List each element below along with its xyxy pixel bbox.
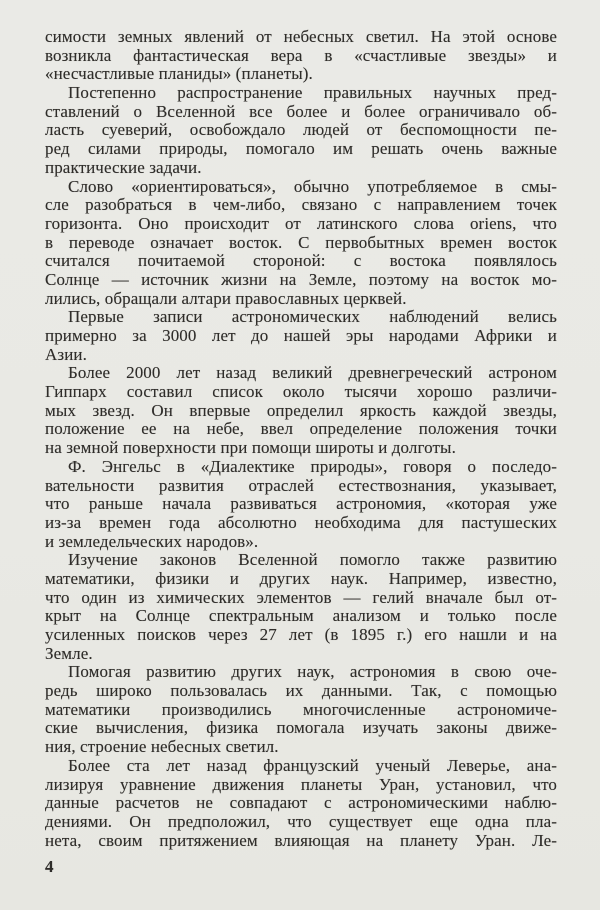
text-line: Первые записи астрономических наблюдений велись (68, 308, 557, 327)
text-line: положение ее на небе, ввел определение положения точки (45, 420, 557, 439)
text-line: данные расчетов не совпадают с астрономическими наблю- (45, 794, 557, 813)
text-line: математики, физики и других наук. Например, известно, (45, 569, 557, 588)
paragraph (45, 84, 557, 177)
text-line: Земле. (45, 644, 93, 663)
text-line: ские вычисления, физика помогала изучать законы движе- (45, 719, 557, 738)
text-line: дениями. Он предположил, что существует еще одна пла- (45, 812, 557, 831)
text-line: что раньше начала развиваться астрономия, «которая уже (45, 495, 557, 514)
text-line: усиленных поисков через 27 лет (в 1895 г.) его нашли и на (45, 626, 557, 644)
text-line: симости земных явлений от небесных светил. На этой основе (45, 28, 557, 46)
text-line: ред силами природы, помогало им решать очень важные (45, 140, 557, 159)
text-line: нета, своим притяжением влияющая на планету Уран. Ле- (45, 831, 557, 850)
paragraph (45, 551, 557, 663)
paragraph (45, 757, 557, 850)
text-line: Более 2000 лет назад великий древнегреческий астроном (68, 364, 557, 383)
text-line: ния, строение небесных светил. (45, 738, 279, 757)
text-line: и земледельческих народов». (45, 532, 259, 551)
text-line: считался почитаемой стороной: с востока появлялось (45, 252, 557, 271)
text-line: возникла фантастическая вера в «счастливые звезды» и (45, 46, 557, 65)
text-line: Ф. Энгельс в «Диалектике природы», говоря о последо- (68, 457, 557, 476)
text-line: Гиппарх составил список около тысячи хорошо различи- (45, 383, 557, 402)
text-line: мых звезд. Он впервые определил яркость каждой звезды, (45, 401, 557, 420)
text-line: Помогая развитию других наук, астрономия в свою оче- (68, 663, 557, 682)
text-line: примерно за 3000 лет до нашей эры народами Африки и (45, 327, 557, 345)
text-line: в переводе означает восток. С первобытных времен восток (45, 233, 557, 252)
text-line: Изучение законов Вселенной помогло также развитию (68, 551, 557, 570)
paragraph (45, 663, 557, 756)
paragraph (45, 28, 557, 84)
text-line: на земной поверхности при помощи широты и долготы. (45, 439, 456, 458)
text-line: вательности развития отраслей естествознания, указывает, (45, 476, 557, 495)
paragraph (45, 458, 557, 551)
text-line: практические задачи. (45, 158, 202, 177)
paragraph (45, 364, 557, 457)
text-line: ласть суеверий, освобождало людей от беспомощности пе- (45, 121, 557, 140)
page-number: 4 (45, 857, 54, 877)
text-line: сле разобраться в чем-либо, связано с направлением точек (45, 196, 557, 215)
text-line: лились, обращали алтари православных церквей. (45, 289, 407, 308)
text-line: Более ста лет назад французский ученый Леверье, ана- (68, 756, 557, 775)
text-line: горизонта. Оно происходит от латинского слова oriens, что (45, 214, 557, 233)
text-line: Азии. (45, 345, 87, 364)
text-line: математики производились многочисленные астрономиче- (45, 700, 557, 719)
text-line: ставлений о Вселенной все более и более ограничивало об- (45, 102, 557, 121)
paragraph (45, 308, 557, 364)
text-line: из-за времен года абсолютно необходима для пастушеских (45, 513, 557, 532)
text-line: Солнце — источник жизни на Земле, поэтому на восток мо- (45, 270, 557, 289)
text-line: лизируя уравнение движения планеты Уран, установил, что (45, 775, 557, 794)
text-line: крыт на Солнце спектральным анализом и только после (45, 607, 557, 626)
text-line: Постепенно распространение правильных научных пред- (68, 84, 557, 103)
text-line: что один из химических элементов — гелий вначале был от- (45, 588, 557, 607)
text-line: редь широко пользовалась их данными. Так, с помощью (45, 682, 557, 701)
paragraph (45, 178, 557, 309)
page-text (45, 28, 557, 850)
text-line: Слово «ориентироваться», обычно употребляемое в смы- (68, 177, 557, 196)
text-line: «несчастливые планиды» (планеты). (45, 65, 313, 84)
